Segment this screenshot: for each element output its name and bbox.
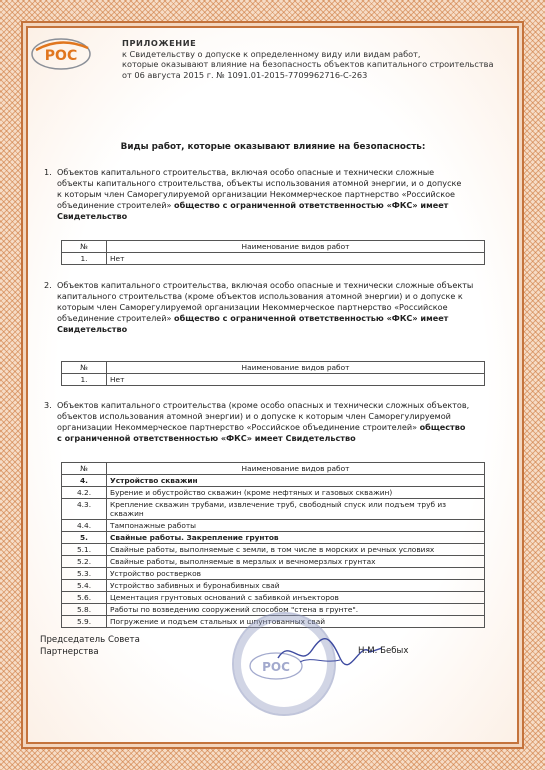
item-text-part: объединение строителей»: [57, 200, 175, 210]
signatory-role: [40, 634, 140, 658]
table-cell-num: 5.1.: [62, 544, 107, 556]
table-row: [62, 556, 485, 568]
table-cell-name: Бурение и обустройство скважин (кроме нефтяных и газовых скважин): [107, 487, 485, 499]
table-cell-num: 4.3.: [62, 499, 107, 520]
table-cell-num: 5.9.: [62, 616, 107, 628]
table-cell-num: 5.6.: [62, 592, 107, 604]
table-row: [62, 499, 485, 520]
table-header-name: Наименование видов работ: [107, 241, 485, 253]
table-cell-num: 4.4.: [62, 520, 107, 532]
table-cell-num: 5.2.: [62, 556, 107, 568]
table-row: [62, 253, 485, 265]
table-cell-name: Цементация грунтовых оснований с забивкой инъекторов: [107, 592, 485, 604]
table-row: [62, 580, 485, 592]
item-text-line: Объектов капитального строительства, включая особо опасные и технически сложные объекты: [57, 280, 474, 290]
list-item-2: [44, 280, 489, 335]
table-cell-name: Свайные работы, выполняемые в мерзлых и вечномерзлых грунтах: [107, 556, 485, 568]
svg-text:РОС: РОС: [44, 48, 78, 64]
works-table-2: [61, 361, 485, 386]
item-text-bold: общество с ограниченной ответственностью «ФКС» имеет: [174, 200, 449, 210]
table-cell-num: 5.8.: [62, 604, 107, 616]
table-cell-name: Крепление скважин трубами, извлечение труб, свободный спуск или подъем труб из скважин: [107, 499, 485, 520]
item-text-line: [57, 422, 489, 433]
item-text-line: объекты капитального строительства, объекты использования атомной энергии, и о допуске: [57, 178, 462, 188]
item-number: 1.: [44, 167, 52, 177]
works-table-3: [61, 462, 485, 628]
table-header-num: №: [62, 463, 107, 475]
table-row: [62, 520, 485, 532]
item-text-line: Объектов капитального строительства, включая особо опасные и технически сложные: [57, 167, 435, 177]
role-line: Партнерства: [40, 647, 99, 657]
table-cell-num: 5.4.: [62, 580, 107, 592]
header-block: [122, 38, 493, 80]
item-text-line: [57, 200, 489, 211]
item-text-line: [57, 313, 489, 324]
table-cell-num: 4.: [62, 475, 107, 487]
table-cell-name: Работы по возведению сооружений способом "стена в грунте".: [107, 604, 485, 616]
list-item-3: [44, 400, 489, 444]
header-line-2: которые оказывают влияние на безопасность объектов капитального строительства: [122, 59, 494, 69]
table-row: [62, 487, 485, 499]
table-header-num: №: [62, 362, 107, 374]
table-header-name: Наименование видов работ: [107, 463, 485, 475]
table-cell-name: Тампонажные работы: [107, 520, 485, 532]
table-header-name: Наименование видов работ: [107, 362, 485, 374]
table-cell-name: Нет: [107, 253, 485, 265]
table-cell-num: 5.3.: [62, 568, 107, 580]
item-text-line: которым член Саморегулируемой организации Некоммерческое партнерство «Российское: [57, 302, 448, 312]
item-text-bold: общество: [419, 422, 466, 432]
item-text-bold: Свидетельство: [57, 324, 128, 334]
table-row: [62, 568, 485, 580]
table-row: [62, 475, 485, 487]
works-table-1: [61, 240, 485, 265]
item-text-line: к которым член Саморегулируемой организации Некоммерческое партнерство «Российское: [57, 189, 456, 199]
list-item-1: [44, 167, 489, 222]
table-row: [62, 544, 485, 556]
item-text-bold: общество с ограниченной ответственностью «ФКС» имеет: [174, 313, 449, 323]
role-line: Председатель Совета: [40, 635, 140, 645]
item-text-bold: с ограниченной ответственностью «ФКС» имеет Свидетельство: [57, 433, 356, 443]
item-text-part: организации Некоммерческое партнерство «Российское объединение строителей»: [57, 422, 420, 432]
table-row: [62, 374, 485, 386]
table-cell-num: 1.: [62, 253, 107, 265]
item-text-line: объектов использования атомной энергии) и о допуске к которым член Саморегулируемой: [57, 411, 451, 421]
item-text-line: капитального строительства (кроме объектов использования атомной энергии) и о допуске к: [57, 291, 463, 301]
item-text-bold: Свидетельство: [57, 211, 128, 221]
appendix-title: ПРИЛОЖЕНИЕ: [122, 38, 197, 48]
table-cell-name: Устройство скважин: [107, 475, 485, 487]
table-cell-name: Нет: [107, 374, 485, 386]
table-cell-num: 1.: [62, 374, 107, 386]
table-header-num: №: [62, 241, 107, 253]
table-row: [62, 592, 485, 604]
ros-logo-icon: [30, 36, 92, 72]
svg-text:РОС: РОС: [262, 660, 290, 674]
table-cell-name: Устройство забивных и буронабивных свай: [107, 580, 485, 592]
item-text-part: объединение строителей»: [57, 313, 175, 323]
table-row: [62, 532, 485, 544]
header-line-1: к Свидетельству о допуске к определенному виду или видам работ,: [122, 48, 421, 59]
header-line-3: от 06 августа 2015 г. № 1091.01-2015-7709962716-С-263: [122, 69, 368, 80]
table-cell-name: Свайные работы, выполняемые с земли, в том числе в морских и речных условиях: [107, 544, 485, 556]
table-cell-name: Свайные работы. Закрепление грунтов: [107, 532, 485, 544]
item-number: 2.: [44, 280, 52, 290]
table-cell-name: Погружение и подъем стальных и шпунтованных свай: [107, 616, 485, 628]
item-text-line: Объектов капитального строительства (кроме особо опасных и технически сложных объектов,: [57, 400, 470, 410]
table-cell-num: 5.: [62, 532, 107, 544]
table-cell-num: 4.2.: [62, 487, 107, 499]
section-title: Виды работ, которые оказывают влияние на безопасность:: [120, 142, 426, 152]
table-cell-name: Устройство ростверков: [107, 568, 485, 580]
item-number: 3.: [44, 400, 52, 410]
signatory-name: Н.М. Бебых: [358, 646, 409, 656]
